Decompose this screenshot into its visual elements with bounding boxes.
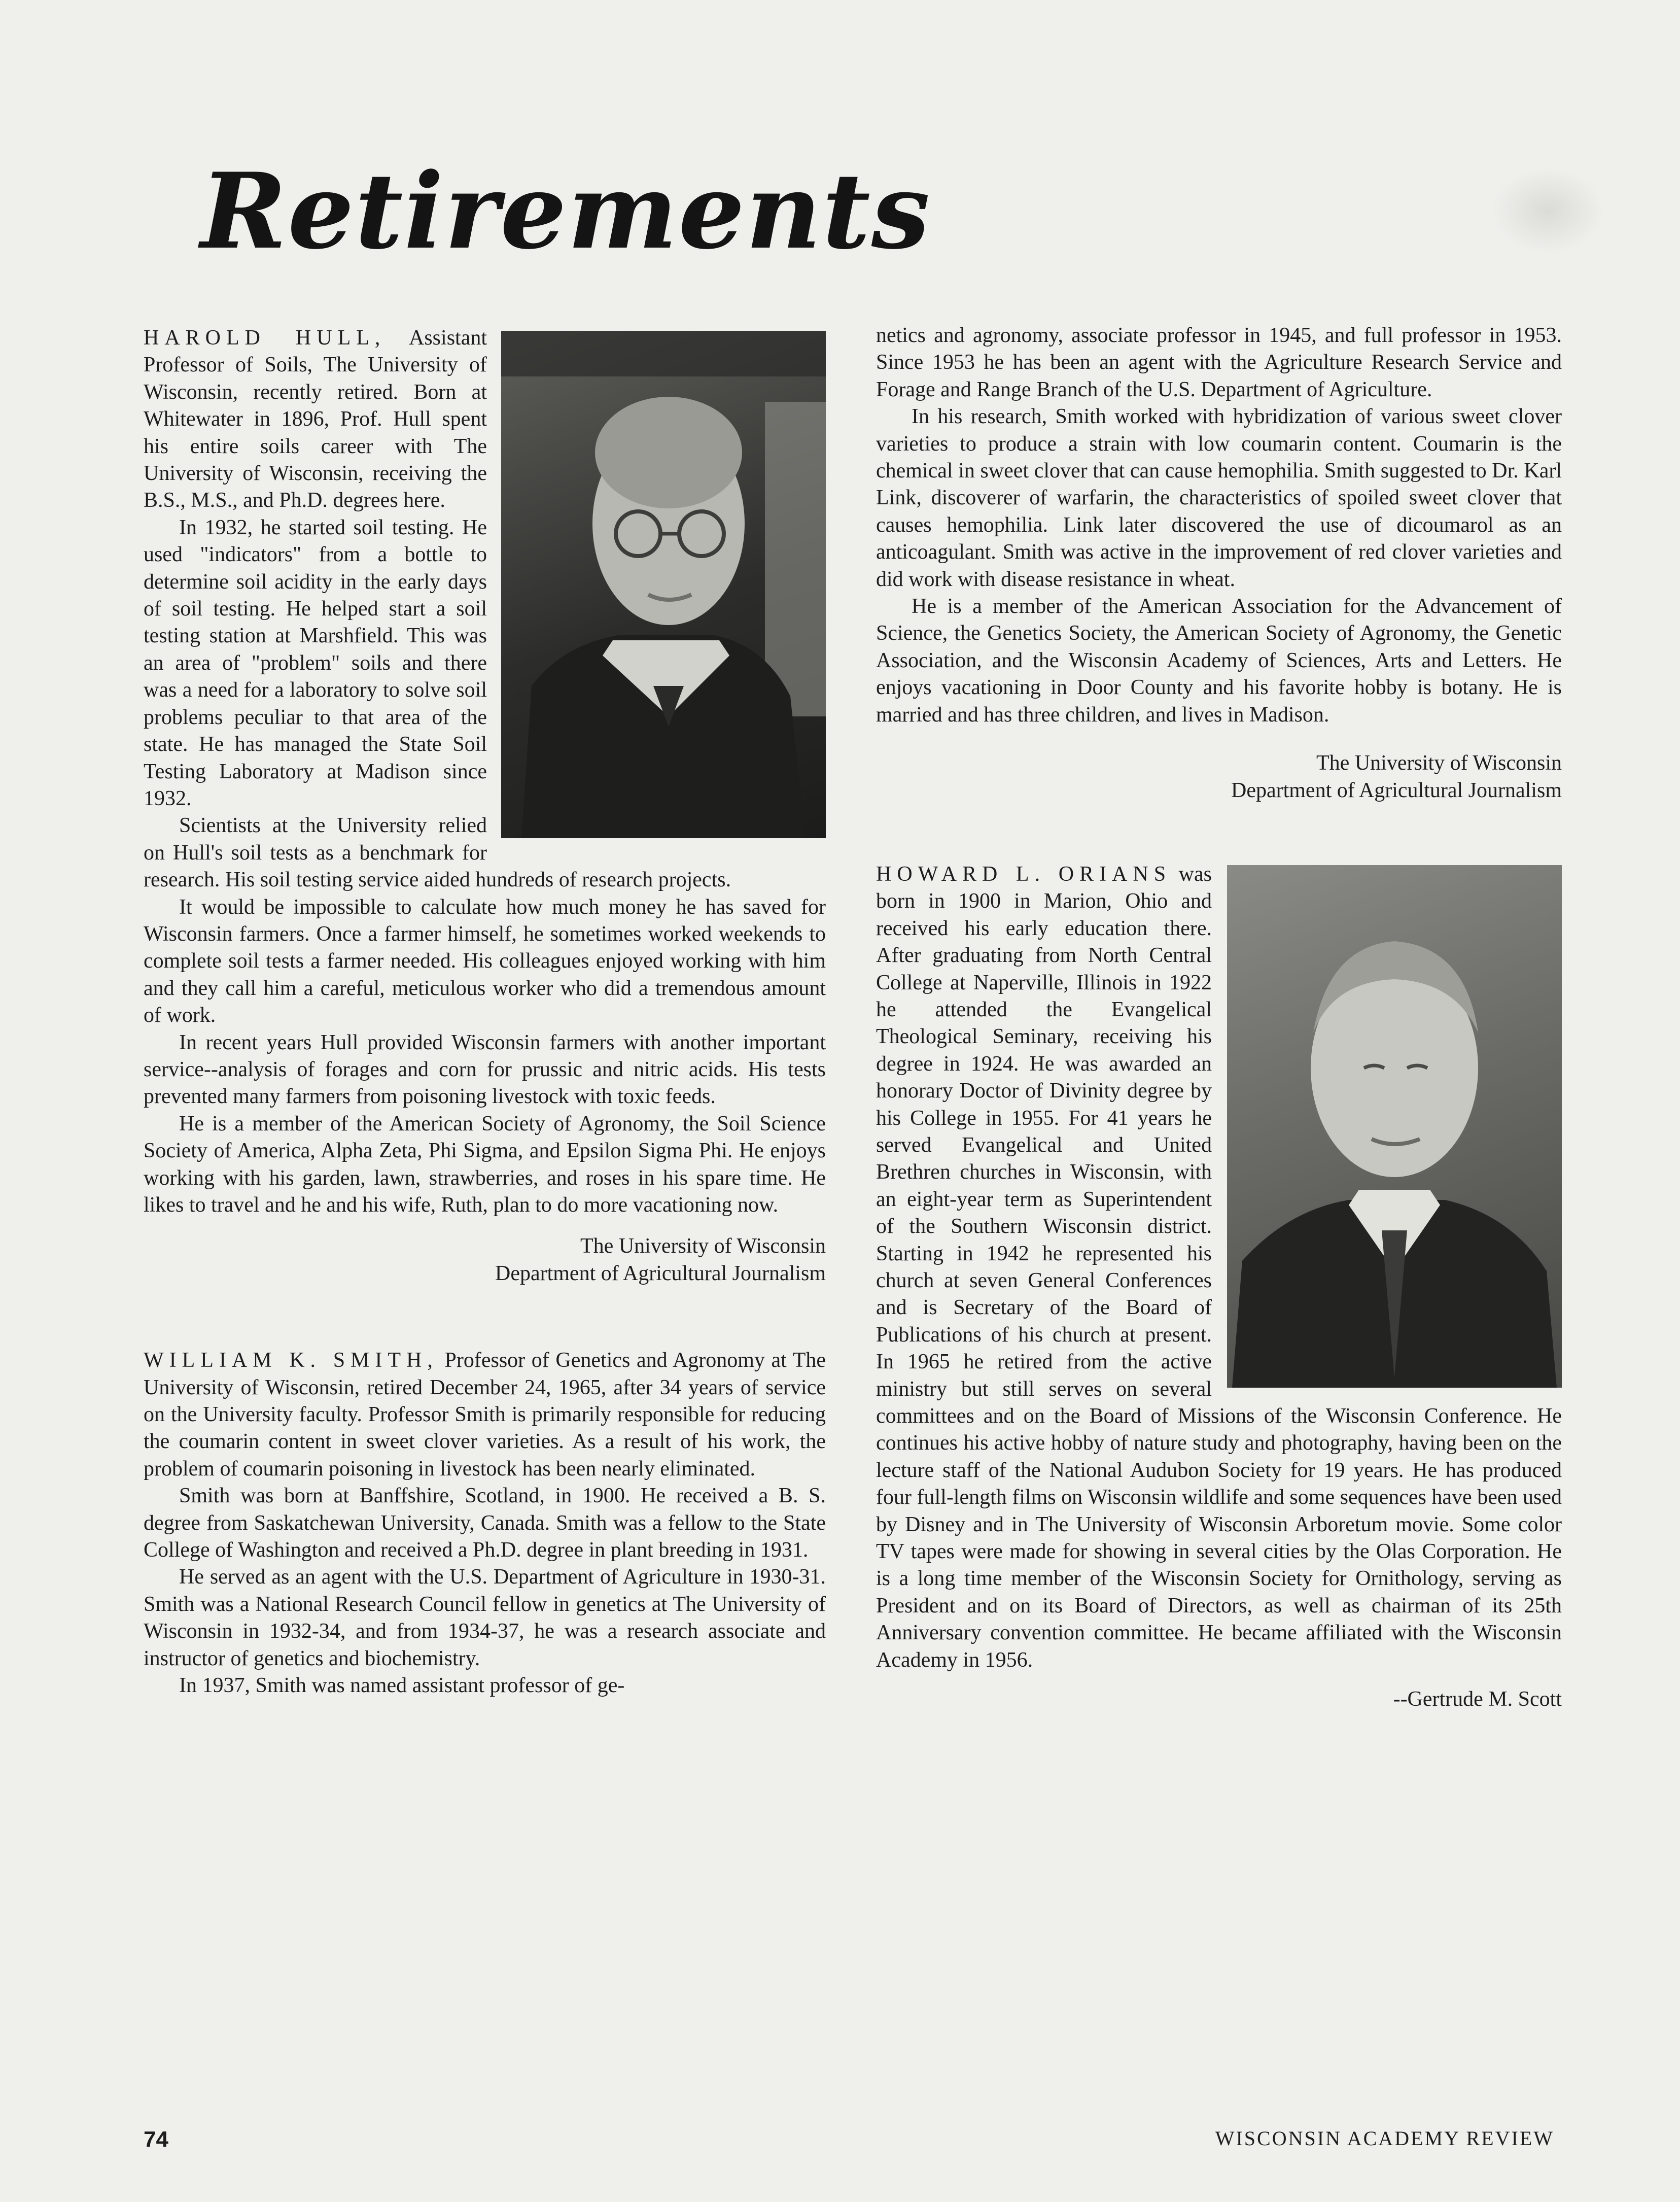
hull-paragraph-2: In 1932, he started soil testing. He used "indicators" from a bottle to determine soil acidity in the early days of soil testing. He helped start a soil testing station at Marshfield. This was an area of "problem" soils and there was a need for a laboratory to solve soil problems peculiar to that area of the state. He has managed the State Soil Testing Laboratory at Madison since 1932.	[144, 515, 487, 810]
smith-paragraph-4-continued: netics and agronomy, associate professor in 1945, and full professor in 1953. Since 1953 he has been an agent with the Agriculture Research Service and Forage and Range Branch of the U.S. Department of Agriculture.	[876, 324, 1562, 401]
hull-paragraph-1: Assistant Professor of Soils, The University of Wisconsin, recently retired. Born at Whitewater in 1896, Prof. Hull spent his entire soils career with The University of Wisconsin, receiving the B.S., M.S., and Ph.D. degrees here.	[144, 326, 487, 512]
orians-paragraph-1: was born in 1900 in Marion, Ohio and received his early education there. After graduating from North Central College at Naperville, Illinois in 1922 he attended the Evangelical Theological Seminary, receiving his degree in 1924. He was awarded an honorary Doctor of Divinity degree by his College in 1955. For 41 years he served Evangelical and United Brethren churches in Wisconsin, with an eight-year term as Superintendent of the Southern Wisconsin district. Starting in 1942 he represented his church at seven General Conferences and is Secretary of the Board of Publications of his church at present. In 1965 he retired from the active ministry but still serves on several committees and on the Board of Missions of the Wisconsin Conference. He continues his active hobby of nature study and photography, having been on the lecture staff of the National Audubon Society for 19 years. He has produced four full-length films on Wisconsin wildlife and some sequences have been used by Disney and in The University of Wisconsin Arboretum movie. Some color TV tapes were made for showing in several cities by the Olas Corporation. He is a long time member of the Wisconsin Society for Ornithology, serving as President and on its Board of Directors, as well as chairman of its 25th Anniversary convention committee. He became affiliated with the Wisconsin Academy in 1956.	[876, 862, 1562, 1672]
paper-smudge	[1492, 167, 1604, 254]
portrait-orians-icon	[1227, 865, 1562, 1388]
harold-hull-photo	[501, 331, 826, 838]
right-column	[876, 322, 1562, 1713]
hull-name: HAROLD HULL,	[144, 326, 386, 350]
page-number: 74	[144, 2127, 168, 2152]
smith-paragraph-6: He is a member of the American Association for the Advancement of Science, the Genetics Society, the American Society of Agronomy, the Genetic Association, and the Wisconsin Academy of Sciences, Arts and Letters. He enjoys vacationing in Door County and his favorite hobby is botany. He is married and has three children, and lives in Madison.	[876, 595, 1562, 727]
hull-paragraph-6: He is a member of the American Society of Agronomy, the Soil Science Society of America, Alpha Zeta, Phi Sigma, and Epsilon Sigma Phi. He enjoys working with his garden, lawn, strawberries, and roses in his spare time. He likes to travel and he and his wife, Ruth, plan to do more vacationing now.	[144, 1112, 826, 1217]
smith-paragraph-5: In his research, Smith worked with hybridization of various sweet clover varieties to produce a strain with low coumarin content. Coumarin is the chemical in sweet clover that can cause hemophilia. Smith suggested to Dr. Karl Link, discoverer of warfarin, the characteristics of spoiled sweet clover that causes hemophilia. Link later discovered the use of dicoumarol as an anticoagulant. Smith was active in the improvement of red clover varieties and did work with disease resistance in wheat.	[876, 405, 1562, 591]
smith-name: WILLIAM K. SMITH,	[144, 1349, 438, 1372]
journal-name: WISCONSIN ACADEMY REVIEW	[1215, 2127, 1554, 2150]
smith-paragraph-1: Professor of Genetics and Agronomy at The University of Wisconsin, retired December 24, 1965, after 34 years of service on the University faculty. Professor Smith is primarily responsible for reducing the coumarin content in sweet clover varieties. As a result of his work, the problem of coumarin poisoning in livestock has been nearly eliminated.	[144, 1349, 826, 1481]
smith-paragraph-4-start: In 1937, Smith was named assistant professor of ge-	[179, 1674, 625, 1698]
left-column	[144, 325, 826, 1700]
smith-credit-department: Department of Agricultural Journalism	[1231, 778, 1562, 802]
page-title: Retirements	[200, 151, 931, 272]
smith-credit-institution: The University of Wisconsin	[1316, 751, 1562, 775]
hull-paragraph-5: In recent years Hull provided Wisconsin farmers with another important service--analysis of forages and corn for prussic and nitric acids. His tests prevented many farmers from poisoning livestock with toxic feeds.	[144, 1030, 826, 1109]
hull-paragraph-3: Scientists at the University relied on Hull's soil tests as a benchmark for research. His soil testing service aided hundreds of research projects.	[144, 814, 731, 892]
hull-credit-institution: The University of Wisconsin	[580, 1234, 826, 1258]
hull-credit-department: Department of Agricultural Journalism	[495, 1261, 826, 1285]
orians-credit: --Gertrude M. Scott	[1393, 1688, 1562, 1711]
hull-paragraph-4: It would be impossible to calculate how much money he has saved for Wisconsin farmers. Once a farmer himself, he sometimes worked weekends to complete soil tests a farmer needed. His colleagues enjoyed working with him and they call him a careful, meticulous worker who did a tremendous amount of work.	[144, 895, 826, 1027]
smith-paragraph-3: He served as an agent with the U.S. Department of Agriculture in 1930-31. Smith was a National Research Council fellow in genetics at The University of Wisconsin in 1932-34, and from 1934-37, he was a research associate and instructor of genetics and biochemistry.	[144, 1565, 826, 1670]
smith-paragraph-2: Smith was born at Banffshire, Scotland, in 1900. He received a B. S. degree from Saskatchewan University, Canada. Smith was a fellow to the State College of Washington and received a Ph.D. degree in plant breeding in 1931.	[144, 1484, 826, 1562]
portrait-hull-icon	[501, 331, 826, 838]
orians-name: HOWARD L. ORIANS	[876, 862, 1172, 886]
howard-orians-photo	[1227, 865, 1562, 1388]
